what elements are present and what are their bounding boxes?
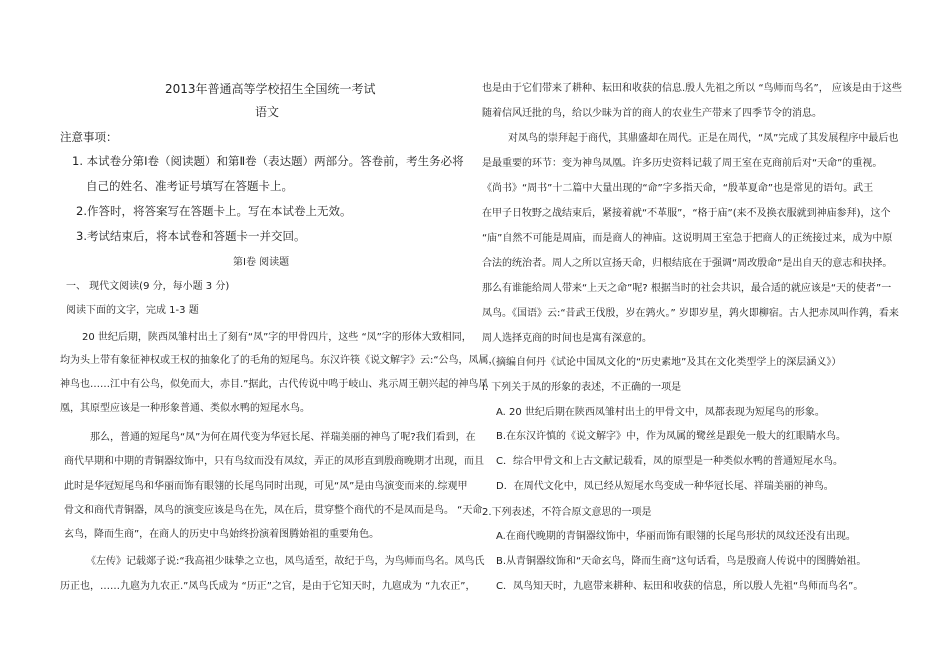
passage-line: 是最重要的环节：变为神鸟凤凰。许多历史资料记载了周王室在克商前后对“天命”的重视。 (482, 158, 883, 169)
note-item: 1. 本试卷分第Ⅰ卷（阅读题）和第Ⅱ卷（表达题）两部分。答卷前，考生务必将 (72, 154, 464, 168)
question-stem: 2.下列表述，不符合原文意思的一项是 (482, 507, 652, 518)
subject-title: 语文 (255, 105, 280, 119)
passage-line: 合法的统治者。周人之所以宣扬天命，归根结底在于强调“周改殷命”是出自天的意志和抉择。 (482, 258, 893, 269)
question-option: D．在周代文化中，凤已经从短尾水鸟变成一种华冠长尾、祥瑞美丽的神鸟。 (496, 481, 834, 492)
question-option: C．综合甲骨文和上古文献记载看，凤的原型是一种类似水鸭的普通短尾水鸟。 (496, 456, 843, 467)
passage-line: 周人选择克商的时间也是寓有深意的。 (482, 333, 652, 344)
passage-line: 也是由于它们带来了耕种、耘田和收获的信息.殷人先祖之所以 “鸟师而鸟名”， 应该是由于这些 (482, 83, 902, 94)
passage-line: 20 世纪后期，陕西凤雏村出土了刻有“凤”字的甲骨四片，这些 “凤”字的形体大致相同， (82, 332, 472, 343)
passage-source: （摘编自何丹《试论中国凤文化的“历史素地”及其在文化类型学上的深层涵义》） (486, 357, 842, 368)
passage-line: 《左传》记载郯子说:“我高祖少昧挚之立也，凤鸟适至，故纪于鸟，为鸟师而鸟名。凤鸟氏 (86, 556, 485, 567)
note-item: 3.考试结束后，将本试卷和答题卡一并交回。 (76, 229, 306, 243)
passage-line: 那么有谁能给周人带来“上天之命”呢? 根据当时的社会共识，最合适的就应该是“天的使者”一 (482, 283, 892, 294)
passage-line: 此时是华冠短尾鸟和华丽而饰有眼翎的长尾鸟同时出现，可见“凤”是由鸟演变而来的.综观甲 (64, 481, 468, 492)
passage-line: 随着信风迁批的鸟，给以少昧为首的商人的农业生产带来了四季节令的消息。 (482, 108, 822, 119)
question-option: A.在商代晚期的青铜器纹饰中，华丽而饰有眼翎的长尾鸟形状的凤纹还没有出现。 (496, 531, 856, 542)
question-option: A. 20 世纪后期在陕西凤雏村出土的甲骨文中，凤都表现为短尾鸟的形象。 (496, 407, 825, 418)
passage-line: 在甲子日牧野之战结束后，紧接着就“不革服”，“格于庙”(来不及换衣服就到神庙参拜)，这个 (482, 208, 891, 219)
passage-line: 均为头上带有象征神权或王权的抽象化了的毛角的短尾鸟。东汉许筷《说文解字》云:“公鸟，凤属， (60, 355, 499, 366)
note-item: 2.作答时，将答案写在答题卡上。写在本试卷上无效。 (76, 204, 352, 218)
question-option: B.在东汉许慎的《说文解字》中，作为凤属的鹭丝是跟免一般大的红眼睛水鸟。 (496, 431, 847, 442)
note-item: 自己的姓名、准考证号填写在答题卡上。 (86, 179, 293, 193)
passage-line: 那么，普通的短尾鸟“凤”为何在周代变为华冠长尾、祥瑞美丽的神鸟了呢?我们看到，在 (90, 432, 476, 443)
question-stem: l. 下列关于凤的形象的表述，不正确的一项是 (482, 382, 682, 393)
passage-line: 商代早期和中期的青铜器纹饰中，只有鸟纹而没有凤纹，弄正的凤形直到殷商晚期才出现，而且 (64, 456, 484, 467)
section-title: 第Ⅰ卷 阅读题 (233, 257, 290, 268)
question-option: B.从青铜器纹饰和“天命玄鸟，降而生商”这句话看，鸟是殷商人传说中的图腾始祖。 (496, 556, 867, 567)
passage-line: 神鸟也……江中有公鸟，似免而大，赤目.”据此，古代传说中鸣于岐山、兆示周王朝兴起的神鸟凤 (60, 379, 489, 390)
part-one-heading: 一、 现代文阅读(9 分，每小题 3 分) (66, 281, 230, 292)
passage-line: “庙”自然不可能是周庙，而是商人的神庙。这说明周王室急于把商人的正统接过来，成为中原 (482, 233, 893, 244)
passage-line: 凤鸟。《国语》云:“昔武王伐殷，岁在鹑火。” 岁即岁星，鹑火即柳宿。古人把赤凤叫作鹑，看来 (482, 308, 899, 319)
notes-heading: 注意事项： (60, 130, 118, 144)
exam-title: 2013年普通高等学校招生全国统一考试 (165, 82, 376, 96)
passage-line: 《尚书》“周书”十二篇中大量出现的“命”字多指天命，“殷革夏命”也是常见的语句。武王 (482, 183, 874, 194)
question-option: C．凤鸟知天时，九扈带来耕种、耘田和收获的信息，所以殷人先祖“鸟师而鸟名”。 (496, 581, 864, 592)
passage-line: 骨文和商代青铜器，凤鸟的演变应该是鸟在先，凤在后，贯穿整个商代的不是凤而是鸟。 “天命 (64, 505, 483, 516)
passage-line: 玄鸟，降而生商”，在商人的历史中鸟始终扮演着图腾始祖的重要角色。 (64, 529, 380, 540)
passage-line: 历正也，……九扈为九农正.”凤鸟氏成为 “历正”之官，是由于它知天时，九扈成为 “九农正”， (60, 581, 476, 592)
passage-line: 对凤鸟的崇拜起于商代，其鼎盛却在周代。正是在周代，“凤”完成了其发展程序中最后也 (508, 133, 899, 144)
reading-instruction: 阅读下面的文字，完成 1-3 题 (66, 305, 199, 316)
passage-line: 凰，其原型应该是一种形象普通、类似水鸭的短尾水鸟。 (60, 403, 310, 414)
